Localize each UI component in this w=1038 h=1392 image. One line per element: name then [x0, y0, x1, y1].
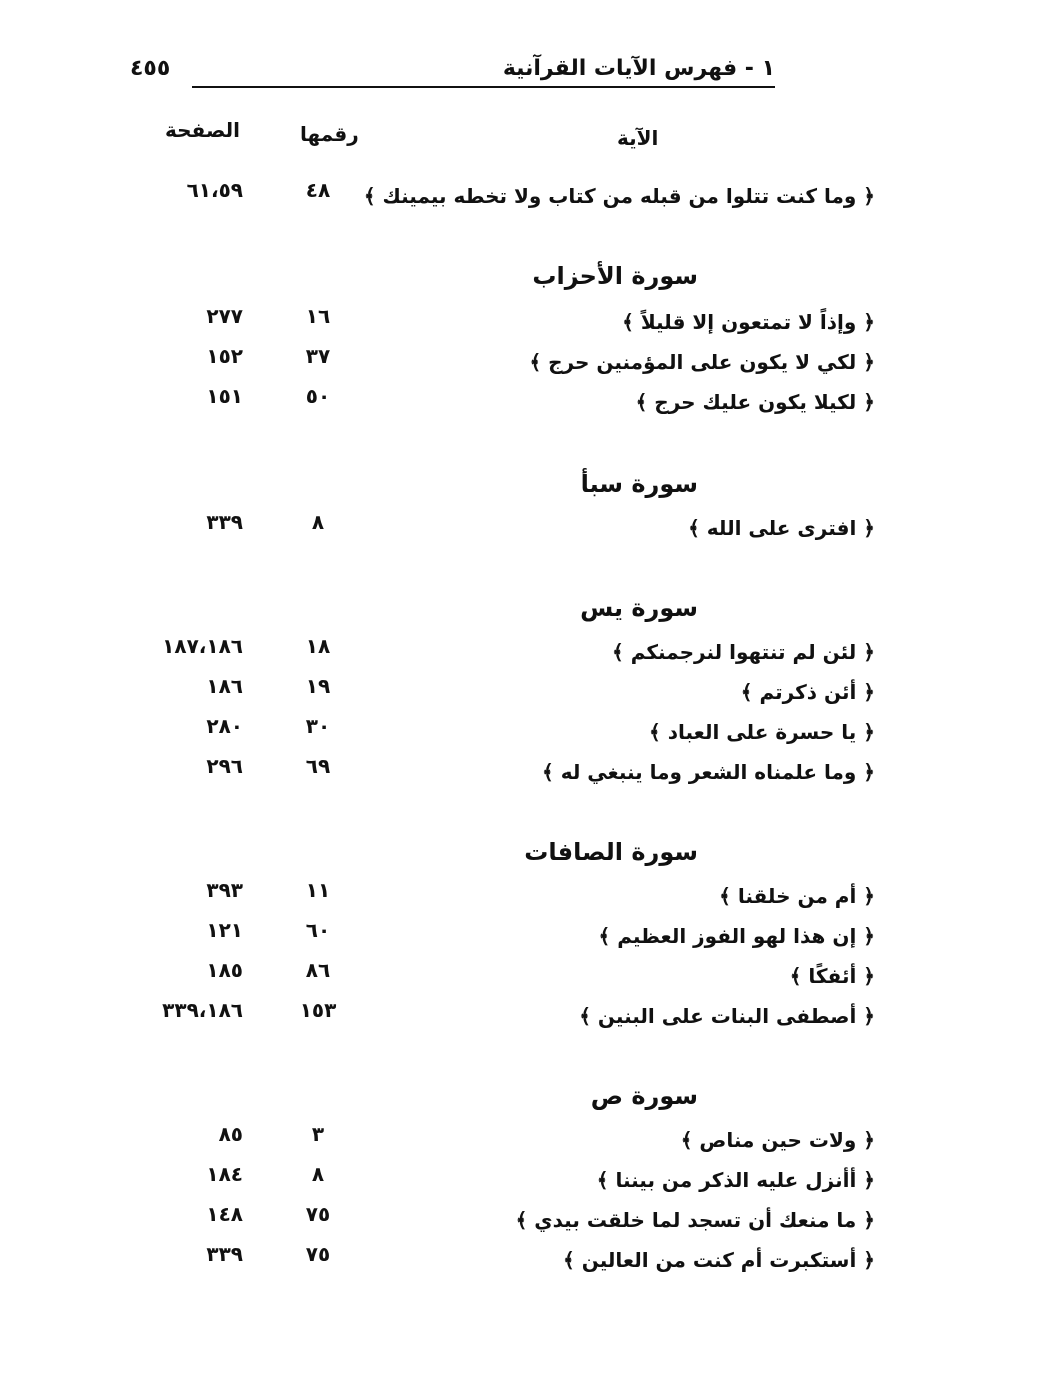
column-header-page: الصفحة: [165, 118, 241, 142]
entry-verse: [636, 390, 875, 414]
entry-verse-number: ٦٠: [305, 918, 331, 942]
index-row: [0, 1122, 1038, 1158]
verse-text: إن هذا لهو الفوز العظيم: [617, 924, 857, 948]
entry-verse: [597, 1168, 875, 1192]
entry-pages: ٦١،٥٩: [186, 178, 243, 202]
page-number: ٤٥٥: [130, 56, 171, 81]
entry-pages: ١٨٤: [206, 1162, 243, 1186]
index-row: [0, 384, 1038, 420]
ornate-bracket-open: ﴿: [863, 964, 875, 988]
entry-pages: ٢٧٧: [206, 304, 243, 328]
entry-verse-number: ٨: [311, 510, 325, 534]
entry-verse-number: ١٥٣: [299, 998, 337, 1022]
entry-pages: ٣٣٩،١٨٦: [162, 998, 243, 1022]
ornate-bracket-open: ﴿: [863, 1248, 875, 1272]
ornate-bracket-open: ﴿: [863, 1208, 875, 1232]
index-row: [0, 634, 1038, 670]
entry-verse: [599, 924, 875, 948]
ornate-bracket-close: ﴾: [680, 1128, 693, 1152]
entry-verse-number: ٤٨: [305, 178, 331, 202]
index-row: [0, 754, 1038, 790]
entry-verse: [563, 1248, 875, 1272]
ornate-bracket-close: ﴾: [649, 720, 661, 744]
ornate-bracket-open: ﴿: [863, 1168, 875, 1192]
verse-text: افترى على الله: [706, 516, 857, 540]
entry-verse: [688, 516, 875, 540]
verse-text: أم من خلقنا: [737, 884, 857, 908]
ornate-bracket-open: ﴿: [863, 884, 875, 908]
surah-heading: سورة الصافات: [524, 838, 698, 866]
column-header-verse: الآية: [617, 126, 659, 150]
page-header: [130, 56, 775, 96]
ornate-bracket-close: ﴾: [719, 884, 731, 908]
index-row: [0, 918, 1038, 954]
ornate-bracket-close: ﴾: [789, 964, 802, 988]
ornate-bracket-open: ﴿: [863, 924, 875, 948]
ornate-bracket-open: ﴿: [863, 350, 875, 374]
verse-text: أئن ذكرتم: [759, 680, 857, 704]
entry-verse: [612, 640, 875, 664]
entry-verse: [516, 1208, 875, 1232]
entry-verse-number: ٥٠: [305, 384, 331, 408]
verse-text: أصطفى البنات على البنين: [597, 1004, 857, 1028]
header-rule: [192, 86, 775, 88]
surah-heading: سورة ص: [590, 1082, 698, 1110]
entry-verse-number: ٦٩: [305, 754, 331, 778]
entry-pages: ١٥١: [206, 384, 243, 408]
verse-text: أأنزل عليه الذكر من بيننا: [615, 1168, 857, 1192]
entry-pages: ١٤٨: [206, 1202, 243, 1226]
verse-text: وما كنت تتلوا من قبله من كتاب ولا تخطه بيمينك: [382, 184, 857, 208]
entry-pages: ٢٩٦: [206, 754, 243, 778]
entry-verse: [681, 1128, 875, 1152]
verse-text: لكي لا يكون على المؤمنين حرج: [548, 350, 857, 374]
ornate-bracket-close: ﴾: [529, 350, 542, 374]
ornate-bracket-close: ﴾: [542, 760, 554, 784]
ornate-bracket-close: ﴾: [688, 516, 700, 540]
ornate-bracket-open: ﴿: [863, 1128, 875, 1152]
entry-verse: [529, 350, 875, 374]
entry-verse: [719, 884, 875, 908]
ornate-bracket-open: ﴿: [863, 1004, 875, 1028]
index-row: [0, 674, 1038, 710]
verse-text: ما منعك أن تسجد لما خلقت بيدي: [534, 1208, 857, 1232]
index-row: [0, 958, 1038, 994]
entry-verse-number: ٣٠: [305, 714, 331, 738]
index-row: [0, 1162, 1038, 1198]
entry-verse-number: ٣: [311, 1122, 325, 1146]
verse-text: أئفكًا: [808, 964, 857, 988]
entry-verse: [741, 680, 875, 704]
entry-verse: [579, 1004, 875, 1028]
entry-pages: ١٨٥: [206, 958, 243, 982]
index-row: [0, 1202, 1038, 1238]
entry-pages: ١٥٢: [206, 344, 243, 368]
column-header-number: رقمها: [300, 122, 359, 146]
entry-verse-number: ١٨: [305, 634, 331, 658]
index-row: [0, 344, 1038, 380]
ornate-bracket-open: ﴿: [863, 516, 875, 540]
verse-text: أستكبرت أم كنت من العالين: [581, 1248, 857, 1272]
verse-text: يا حسرة على العباد: [667, 720, 857, 744]
entry-pages: ٣٣٩: [206, 1242, 243, 1266]
ornate-bracket-close: ﴾: [515, 1208, 528, 1232]
entry-verse: [790, 964, 875, 988]
entry-pages: ٢٨٠: [206, 714, 243, 738]
entry-pages: ٣٩٣: [206, 878, 243, 902]
surah-heading: سورة سبأ: [580, 470, 698, 498]
verse-text: لكيلا يكون عليك حرج: [654, 390, 857, 414]
index-row: [0, 510, 1038, 546]
ornate-bracket-open: ﴿: [863, 640, 875, 664]
entry-pages: ١٨٦: [206, 674, 243, 698]
ornate-bracket-open: ﴿: [863, 310, 875, 334]
entry-verse-number: ٨: [311, 1162, 325, 1186]
index-row: [0, 714, 1038, 750]
entry-pages: ١٨٧،١٨٦: [162, 634, 243, 658]
entry-verse-number: ٧٥: [305, 1202, 331, 1226]
index-row: [0, 878, 1038, 914]
entry-verse-number: ٣٧: [305, 344, 331, 368]
verse-text: ولات حين مناص: [699, 1128, 857, 1152]
surah-heading: سورة الأحزاب: [532, 262, 698, 290]
entry-verse-number: ٧٥: [305, 1242, 331, 1266]
running-title: ١ - فهرس الآيات القرآنية: [502, 56, 775, 81]
ornate-bracket-open: ﴿: [863, 184, 875, 208]
ornate-bracket-close: ﴾: [363, 184, 376, 208]
ornate-bracket-close: ﴾: [596, 1168, 609, 1192]
ornate-bracket-close: ﴾: [598, 924, 611, 948]
index-row: [0, 178, 1038, 214]
index-row: [0, 304, 1038, 340]
ornate-bracket-close: ﴾: [635, 390, 648, 414]
ornate-bracket-close: ﴾: [579, 1004, 591, 1028]
entry-verse-number: ١٩: [305, 674, 331, 698]
entry-pages: ٣٣٩: [206, 510, 243, 534]
entry-verse-number: ٨٦: [305, 958, 331, 982]
entry-verse: [542, 760, 875, 784]
verse-text: وما علمناه الشعر وما ينبغي له: [560, 760, 857, 784]
ornate-bracket-open: ﴿: [863, 720, 875, 744]
index-row: [0, 1242, 1038, 1278]
verse-text: وإذاً لا تمتعون إلا قليلاً: [640, 310, 857, 334]
entry-pages: ٨٥: [218, 1122, 243, 1146]
ornate-bracket-close: ﴾: [612, 640, 624, 664]
entry-verse-number: ١٦: [305, 304, 331, 328]
entry-verse: [622, 310, 875, 334]
ornate-bracket-close: ﴾: [622, 310, 634, 334]
entry-verse: [364, 184, 875, 208]
ornate-bracket-open: ﴿: [863, 680, 875, 704]
column-headers: [0, 112, 1038, 152]
ornate-bracket-close: ﴾: [740, 680, 753, 704]
verse-text: لئن لم تنتهوا لنرجمنكم: [630, 640, 857, 664]
ornate-bracket-open: ﴿: [863, 390, 875, 414]
surah-heading: سورة يس: [580, 594, 698, 622]
entry-verse: [649, 720, 875, 744]
ornate-bracket-open: ﴿: [863, 760, 875, 784]
entry-pages: ١٢١: [206, 918, 243, 942]
entry-verse-number: ١١: [305, 878, 331, 902]
ornate-bracket-close: ﴾: [563, 1248, 575, 1272]
index-row: [0, 998, 1038, 1034]
